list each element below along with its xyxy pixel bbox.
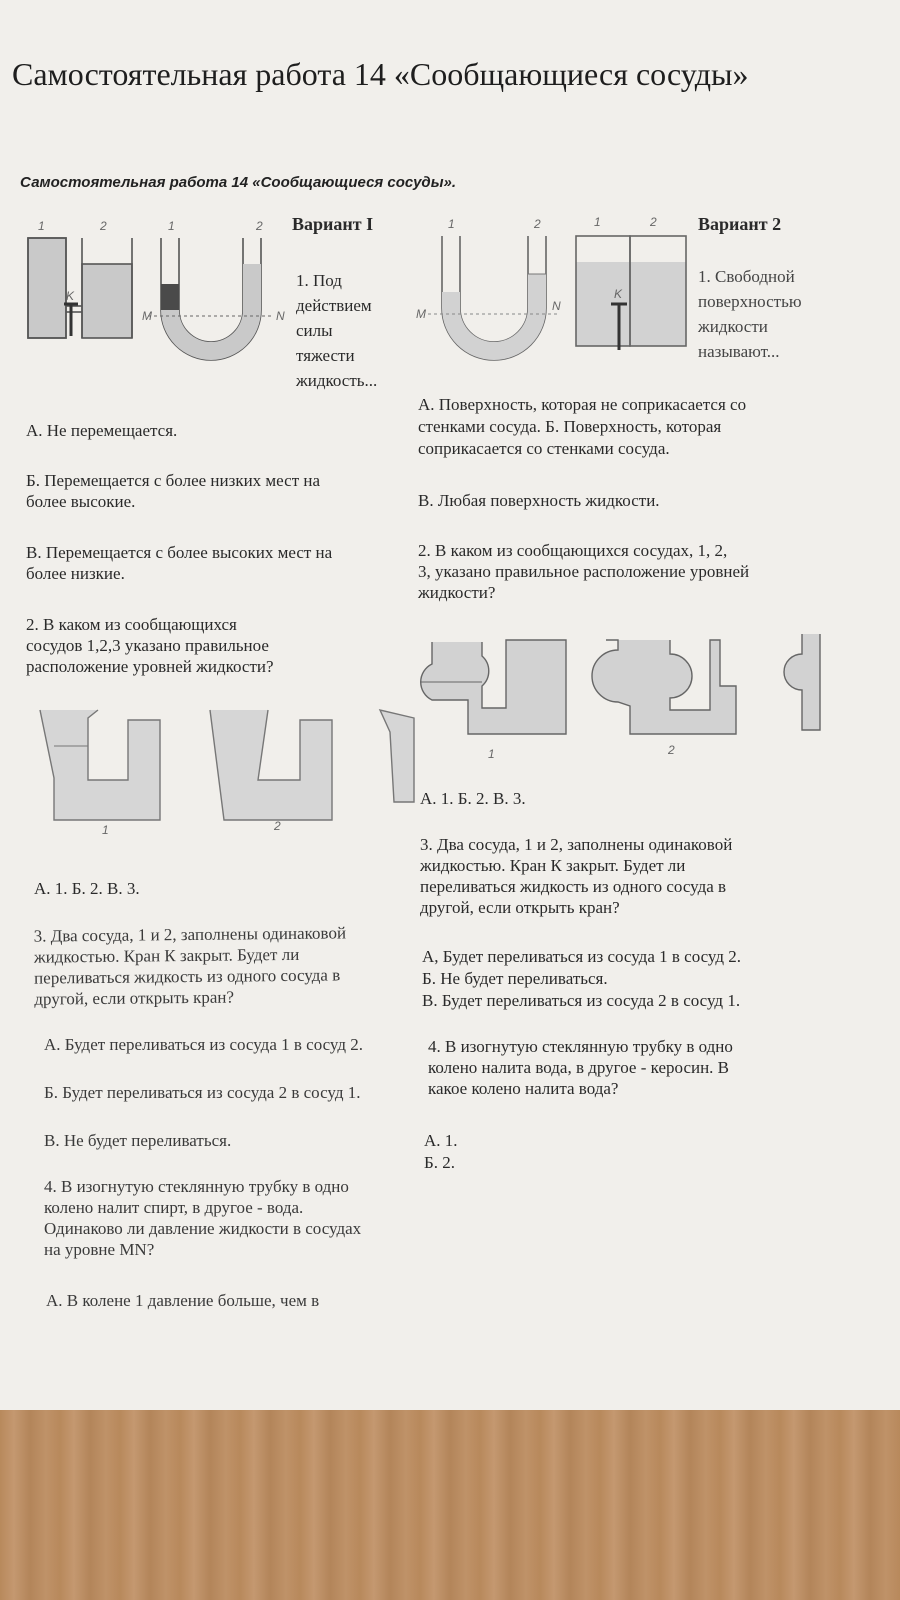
v1-q1-option-c [26,542,332,584]
v1-q1-option-a: А. Не перемещается. [26,421,178,440]
v1-q2-line-3: расположение уровней жидкости? [26,657,274,676]
v2-q3-line-2: жидкостью. Кран К закрыт. Будет ли [420,856,686,875]
variant2-vessels-figure [414,212,692,380]
v2-label-k: K [614,287,623,301]
v2-q1-line-2: поверхностью [698,292,802,311]
variant1-title: Вариант I [292,214,374,234]
v1-q2-question [26,614,274,677]
v1-q3-line-3: переливаться жидкость из одного сосуда в [34,965,341,988]
v1-q1-option-b-line-1: Б. Перемещается с более низких мест на [26,471,321,490]
v1-label-m: M [142,309,152,323]
v2-q3-option-c: В. Будет переливаться из сосуда 2 в сосуд 1. [422,991,741,1010]
v1-q4-line-1: 4. В изогнутую стеклянную трубку в одно [44,1177,349,1196]
v1-label-2: 2 [100,219,107,233]
v2-q3-line-3: переливаться жидкость из одного сосуда в [420,877,727,896]
v1-q1-line-2: действием [296,296,372,315]
v1-q3-line-2: жидкостью. Кран К закрыт. Будет ли [33,944,300,967]
v2-q2-options: А. 1. Б. 2. В. 3. [420,789,526,808]
v2-q1-option-ab-line-2: стенками сосуда. Б. Поверхность, которая [418,417,722,436]
v1-q1-option-c-line-1: В. Перемещается с более высоких мест на [26,543,333,562]
v2-q4-option-a: А. 1. [424,1131,458,1150]
v1-q1-line-4: тяжести [296,346,355,365]
v2-q2-vessel-3 [784,634,820,730]
v1-q1-line-3: силы [296,321,333,340]
v1-q2-vessel-1 [40,710,160,820]
v2-q1-line-4: называют... [698,342,780,361]
v1-q3-option-b: Б. Будет переливаться из сосуда 2 в сосуд 1. [44,1083,361,1102]
v2-q1-line-3: жидкости [698,317,768,336]
v1-right-liquid [243,264,261,310]
v2-label-tube-2: 2 [534,217,541,231]
v2-q3-line-1: 3. Два сосуда, 1 и 2, заполнены одинаковой [420,835,733,854]
v2-q2-line-1: 2. В каком из сообщающихся сосудах, 1, 2, [418,541,728,560]
v2-q1-options-ab [418,394,746,460]
v1-label-tube-1: 1 [168,219,175,233]
v1-q4-line-3: Одинаково ли давление жидкости в сосудах [44,1219,362,1238]
v1-q4-option-a: А. В колене 1 давление больше, чем в [46,1291,320,1310]
v1-q3-line-1: 3. Два сосуда, 1 и 2, заполнены одинаковой [33,923,347,946]
v1-q2-options: А. 1. Б. 2. В. 3. [34,879,140,898]
v1-q2-label-1: 1 [102,823,109,837]
v1-q3-question [34,922,347,1009]
v1-q4-line-4: на уровне MN? [44,1240,155,1259]
v2-q2-label-2: 2 [668,743,675,757]
v1-q2-figure [30,702,415,852]
v2-q4-option-b: Б. 2. [424,1153,456,1172]
v1-label-n: N [276,309,285,323]
v2-q4-line-1: 4. В изогнутую стеклянную трубку в одно [428,1037,733,1056]
v1-label-k: K [66,289,75,303]
v1-q1-option-c-line-2: более низкие. [26,564,125,583]
v1-q1-line-1: 1. Под [296,271,342,290]
v1-q2-line-1: 2. В каком из сообщающихся [26,615,237,634]
v2-label-2: 2 [650,215,657,229]
v2-q2-label-1: 1 [488,747,495,761]
v2-q4-question [428,1036,733,1099]
v2-label-m: M [416,307,426,321]
v2-q4-line-3: какое колено налита вода? [428,1079,619,1098]
v2-vessel-2 [630,262,686,346]
v1-q1-option-b-line-2: более высокие. [26,492,136,511]
worksheet-subtitle: Самостоятельная работа 14 «Сообщающиеся сосуды». [20,174,457,191]
v2-right-liquid [528,274,546,308]
page-title: Самостоятельная работа 14 «Сообщающиеся сосуды» [12,56,749,92]
v1-q1-line-5: жидкость... [296,371,378,390]
v2-q2-vessel-2 [592,640,736,734]
v1-q1-option-b [26,470,320,512]
variant2-title: Вариант 2 [698,214,782,234]
v2-q3-option-b: Б. Не будет переливаться. [422,969,608,988]
v2-q1-line-1: 1. Свободной [698,267,795,286]
v1-q4-line-2: колено налит спирт, в другое - вода. [44,1198,304,1217]
wooden-floor-background [0,1410,900,1600]
v1-left-liquid [161,284,179,310]
v2-label-n: N [552,299,561,313]
v2-q2-vessel-1 [420,640,566,734]
v2-q2-line-2: 3, указано правильное расположение уровней [418,562,750,581]
v1-q2-label-2: 2 [274,819,281,833]
v1-vessel-1 [28,238,66,338]
v1-q3-line-4: другой, если открыть кран? [34,987,235,1009]
v2-q3-question [420,834,732,918]
v2-q3-option-a: А, Будет переливаться из сосуда 1 в сосуд 2. [422,947,742,966]
v2-q1-option-ab-line-1: А. Поверхность, которая не соприкасается со [418,395,747,414]
v2-q2-question [418,540,749,603]
v1-q2-vessel-3 [380,710,414,802]
v2-q3-line-4: другой, если открыть кран? [420,898,620,917]
v2-label-1: 1 [594,215,601,229]
v2-q1-option-ab-line-3: соприкасается со стенками сосуда. [418,439,670,458]
v2-q1-option-c: В. Любая поверхность жидкости. [418,491,660,510]
v1-label-tube-2: 2 [256,219,263,233]
v2-q2-line-3: жидкости? [418,583,496,602]
v2-q2-figure [420,630,824,770]
v1-label-1: 1 [38,219,45,233]
v1-q2-line-2: сосудов 1,2,3 указано правильное [26,636,269,655]
v1-q2-vessel-2 [210,710,332,820]
v1-q1-question [296,268,377,393]
v2-left-liquid [442,292,460,308]
v2-q1-question [698,264,802,364]
v1-q3-option-c: В. Не будет переливаться. [44,1131,232,1150]
v1-q3-option-a: А. Будет переливаться из сосуда 1 в сосуд 2. [44,1035,364,1054]
variant1-vessels-figure [18,214,290,374]
v2-label-tube-1: 1 [448,217,455,231]
v2-q4-line-2: колено налита вода, в другое - керосин. В [428,1058,730,1077]
v1-vessel-2 [82,264,132,338]
v1-q4-question [44,1176,361,1260]
